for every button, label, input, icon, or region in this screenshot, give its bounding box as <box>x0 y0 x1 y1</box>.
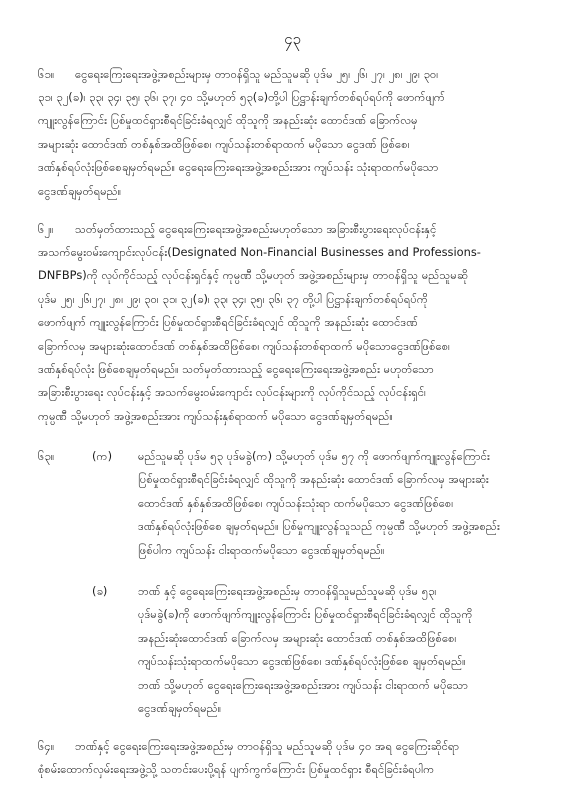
text-line: ကျပ်သန်းသုံးရာထက်မပိုသော ငွေဒဏ်ဖြစ်စေ၊ ဒဏ်နှစ်ရပ်လုံးဖြစ်စေ ချမှတ်ရမည်။ <box>138 654 466 669</box>
text-line: ဒဏ်နှစ်ရပ်လုံး ဖြစ်စေချမှတ်ရမည်။ သတ်မှတ်ထားသည့် ငွေရေးကြေးရေးအဖွဲ့အစည်း မဟုတ်သော <box>38 362 434 377</box>
subsection-a-label: (က) <box>92 449 113 463</box>
section-61-body-cont <box>38 86 550 203</box>
text-line: ဒဏ်နှစ်ရပ်လုံးဖြစ်စေ ချမှတ်ရမည်။ ပြစ်မှုကျူးလွန်သူသည် ကုမ္ပဏီ သို့မဟုတ် အဖွဲ့အစည်း <box>138 519 500 534</box>
text-line: ခြောက်လမှ အများဆုံးထောင်ဒဏ် တစ်နှစ်အထိဖြစ်စေ၊ ကျပ်သန်းတစ်ရာထက် မပိုသောငွေဒဏ်ဖြစ်စေ၊ <box>38 338 450 353</box>
text-line: ထောင်ဒဏ် နှစ်နှစ်အထိဖြစ်စေ၊ ကျပ်သန်းသုံးရာ ထက်မပိုသော ငွေဒဏ်ဖြစ်စေ၊ <box>138 495 454 510</box>
section-61-body <box>75 63 550 86</box>
text-line: အခြားစီးပွားရေး လုပ်ငန်းနှင့် အသက်မွေးဝမ်းကျောင်း လုပ်ငန်းများကို လုပ်ကိုင်သည့် လုပ်ငန်းရှင်၊ <box>38 385 426 400</box>
text-line: သတ်မှတ်ထားသည့် ငွေရေးကြေးရေးအဖွဲ့အစည်းမဟုတ်သော အခြားစီးပွားရေးလုပ်ငန်းနှင့် <box>75 222 437 236</box>
text-line: DNFBPs)ကို လုပ်ကိုင်သည့် လုပ်ငန်းရှင်နှင့် ကုမ္ပဏီ သို့မဟုတ် အဖွဲ့အစည်းများမှ တာဝန်ရှိသူ မည်သူမဆို <box>38 268 468 283</box>
text-line: ဖောက်ဖျက် ကျူးလွန်ကြောင်း ပြစ်မှုထင်ရှားစီရင်ခြင်းခံရလျှင် ထိုသူကို အနည်းဆုံး ထောင်ဒဏ် <box>38 315 418 330</box>
text-line: ငွေဒဏ်ချမှတ်ရမည်။ <box>138 701 222 716</box>
section-62-body-cont <box>38 241 550 428</box>
subsection-b-label: (ခ) <box>92 584 108 598</box>
section-63-label: ၆၃။ <box>38 449 55 463</box>
text-line: အသက်မွေးဝမ်းကျောင်းလုပ်ငန်း(Designated Non-Financial Businesses and Professions- <box>38 245 481 259</box>
section-64-label: ၆၄။ <box>38 739 55 753</box>
text-line: ၃၁၊ ၃၂(ခ)၊ ၃၃၊ ၃၄၊ ၃၅၊ ၃၆၊ ၃၇၊ ၄၀ သို့မဟုတ် ၅၃(ခ)တို့ပါ ပြဋ္ဌာန်းချက်တစ်ရပ်ရပ်ကို ဖောက်ဖျက် <box>38 90 445 104</box>
text-line: ဒဏ်နှစ်ရပ်လုံးဖြစ်စေချမှတ်ရမည်။ ငွေရေးကြေးရေးအဖွဲ့အစည်းအား ကျပ်သန်း သုံးရာထက်မပိုသော <box>38 160 439 175</box>
text-line: အနည်းဆုံးထောင်ဒဏ် ခြောက်လမှ အများဆုံး ထောင်ဒဏ် တစ်နှစ်အထိဖြစ်စေ၊ <box>138 630 457 645</box>
text-line: ဘဏ် နှင့် ငွေရေးကြေးရေးအဖွဲ့အစည်းမှ တာဝန်ရှိသူမည်သူမဆို ပုဒ်မ ၅၃၊ <box>138 584 437 598</box>
text-line: အများဆုံး ထောင်ဒဏ် တစ်နှစ်အထိဖြစ်စေ၊ ကျပ်သန်းတစ်ရာထက် မပိုသော ငွေဒဏ် ဖြစ်စေ၊ <box>38 136 410 151</box>
subsection-a-body <box>138 445 550 562</box>
section-61-label: ၆၁။ <box>38 67 55 81</box>
text-line: ကျူးလွန်ကြောင်း ပြစ်မှုထင်ရှားစီရင်ခြင်းခံရလျှင် ထိုသူကို အနည်းဆုံး ထောင်ဒဏ် ခြောက်လမှ <box>38 113 418 128</box>
text-line: ပုဒ်မ ၂၅၊ ၂၆၊၂၇၊ ၂၈၊ ၂၉၊ ၃၀၊ ၃၁၊ ၃၂(ခ)၊ ၃၃၊ ၃၄၊ ၃၅၊ ၃၆၊ ၃၇ တို့ပါ ပြဋ္ဌာန်းချက်တစ်ရပ်ရပ်ကို <box>38 291 429 306</box>
section-64-body <box>75 735 550 758</box>
text-line: ကုမ္ပဏီ သို့မဟုတ် အဖွဲ့အစည်းအား ကျပ်သန်းနှစ်ရာထက် မပိုသော ငွေဒဏ်ချမှတ်ရမည်။ <box>38 408 393 423</box>
section-62-body <box>75 218 550 241</box>
text-line: ဘဏ်နှင့် ငွေရေးကြေးရေးအဖွဲ့အစည်းမှ တာဝန်ရှိသူ မည်သူမဆို ပုဒ်မ ၄၀ အရ ငွေကြေးဆိုင်ရာ <box>75 739 460 753</box>
text-line: ငွေရေးကြေးရေးအဖွဲ့အစည်းများမှ တာဝန်ရှိသူ မည်သူမဆို ပုဒ်မ ၂၅၊ ၂၆၊ ၂၇၊ ၂၈၊ ၂၉၊ ၃၀၊ <box>75 67 439 81</box>
text-line: ဖြစ်ပါက ကျပ်သန်း ငါးရာထက်မပိုသော ငွေဒဏ်ချမှတ်ရမည်။ <box>138 542 385 557</box>
section-64-body-cont <box>38 758 550 781</box>
text-line: ပြစ်မှုထင်ရှားစီရင်ခြင်းခံရလျှင် ထိုသူကို အနည်းဆုံး ထောင်ဒဏ် ခြောက်လမှ အများဆုံး <box>138 472 489 487</box>
subsection-b-body <box>138 580 550 720</box>
text-line: စုံစမ်းထောက်လှမ်းရေးအဖွဲ့သို့ သတင်းပေးပို့ရန် ပျက်ကွက်ကြောင်း ပြစ်မှုထင်ရှား စီရင်ခြင်းခံရပါက <box>38 762 435 776</box>
page-number: ၄၃ <box>284 30 301 48</box>
text-line: ပုဒ်မခွဲ(ခ)ကို ဖောက်ဖျက်ကျူးလွန်ကြောင်း ပြစ်မှုထင်ရှားစီရင်ခြင်းခံရလျှင် ထိုသူကို <box>138 607 473 622</box>
text-line: ငွေဒဏ်ချမှတ်ရမည်။ <box>38 183 122 198</box>
section-62-label: ၆၂။ <box>38 222 54 236</box>
text-line: ဘဏ် သို့မဟုတ် ငွေရေးကြေးရေးအဖွဲ့အစည်းအား ကျပ်သန်း ငါးရာထက် မပိုသော <box>138 677 469 692</box>
text-line: မည်သူမဆို ပုဒ်မ ၅၃ ပုဒ်မခွဲ(က) သို့မဟုတ် ပုဒ်မ ၅၇ ကို ဖောက်ဖျက်ကျူးလွန်ကြောင်း <box>138 449 490 463</box>
